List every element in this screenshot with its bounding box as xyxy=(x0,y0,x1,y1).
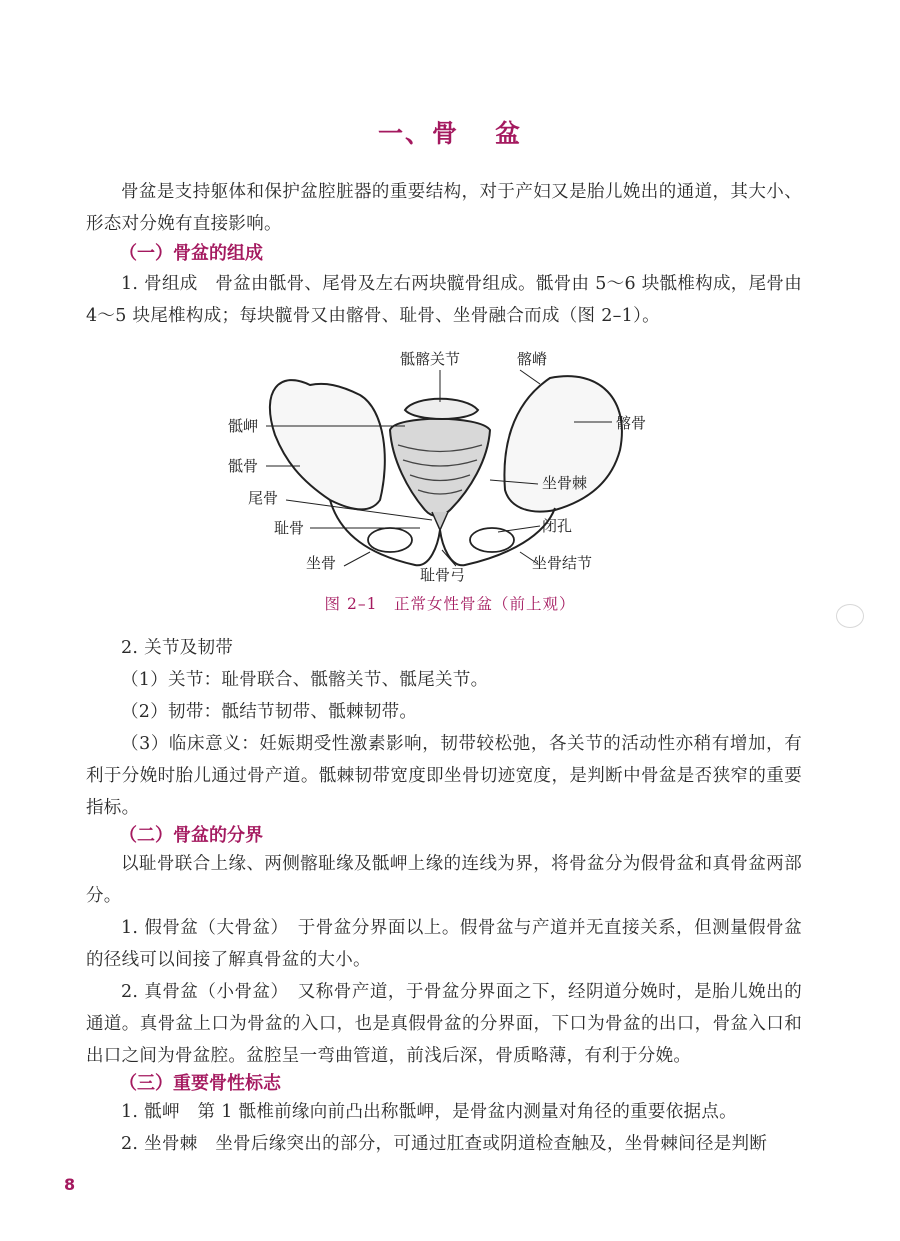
section-heading-composition: （一）骨盆的组成 xyxy=(119,243,263,264)
ischial-spine-paragraph: 2. 坐骨棘 坐骨后缘突出的部分，可通过肛查或阴道检查触及，坐骨棘间径是判断 xyxy=(121,1134,768,1154)
left-obturator-foramen xyxy=(368,528,412,552)
title-part2: 盆 xyxy=(495,119,523,148)
page-title xyxy=(0,114,900,150)
label-pubis: 耻骨 xyxy=(274,519,305,537)
pelvis-illustration xyxy=(220,340,660,585)
section-heading-landmarks: （三）重要骨性标志 xyxy=(119,1073,281,1094)
left-ilium-shape xyxy=(270,380,385,509)
bone-composition-paragraph: 1. 骨组成 骨盆由骶骨、尾骨及左右两块髋骨组成。骶骨由 5～6 块骶椎构成，尾骨由 4～5 块尾椎构成；每块髋骨又由髂骨、耻骨、坐骨融合而成（图 2–1）。 xyxy=(86,274,802,326)
figure-caption: 图 2–1 正常女性骨盆（前上观） xyxy=(324,595,576,613)
label-sacrum: 骶骨 xyxy=(228,457,259,475)
watermark-seal xyxy=(836,604,864,628)
clinical-significance-paragraph: （3）临床意义：妊娠期受性激素影响，韧带较松弛，各关节的活动性亦稍有增加，有利于分娩时胎儿通过骨产道。骶棘韧带宽度即坐骨切迹宽度，是判断中骨盆是否狭窄的重要指标。 xyxy=(86,734,802,818)
label-obturator-foramen: 闭孔 xyxy=(542,517,573,535)
true-pelvis-paragraph: 2. 真骨盆（小骨盆） 又称骨产道，于骨盆分界面之下，经阴道分娩时，是胎儿娩出的通道。真骨盆上口为骨盆的入口，也是真假骨盆的分界面，下口为骨盆的出口，骨盆入口和出口之间为骨盆腔。盆腔呈一弯曲管道，前浅后深，骨质略薄，有利于分娩。 xyxy=(86,982,802,1066)
right-obturator-foramen xyxy=(470,528,514,552)
joints-list-paragraph: （1）关节：耻骨联合、骶髂关节、骶尾关节。 xyxy=(121,670,489,690)
label-ischial-spine: 坐骨棘 xyxy=(542,474,588,492)
label-iliac-crest: 髂嵴 xyxy=(517,350,548,368)
label-coccyx: 尾骨 xyxy=(248,489,279,507)
section-heading-boundary: （二）骨盆的分界 xyxy=(119,825,263,846)
label-pubic-arch: 耻骨弓 xyxy=(420,566,466,584)
page-number: 8 xyxy=(64,1175,76,1194)
label-ischial-tuberosity: 坐骨结节 xyxy=(532,554,593,572)
label-ischium: 坐骨 xyxy=(306,554,337,572)
ligaments-paragraph: （2）韧带：骶结节韧带、骶棘韧带。 xyxy=(121,702,418,722)
promontory-paragraph: 1. 骶岬 第 1 骶椎前缘向前凸出称骶岬，是骨盆内测量对角径的重要依据点。 xyxy=(121,1102,737,1122)
label-sacroiliac-joint: 骶髂关节 xyxy=(400,350,461,368)
vertebra-shape xyxy=(405,399,478,419)
joints-heading-paragraph: 2. 关节及韧带 xyxy=(121,638,234,658)
coccyx-shape xyxy=(432,512,448,530)
boundary-paragraph: 以耻骨联合上缘、两侧髂耻缘及骶岬上缘的连线为界，将骨盆分为假骨盆和真骨盆两部分。 xyxy=(86,854,802,906)
sacrum-shape xyxy=(390,419,490,516)
intro-paragraph: 骨盆是支持躯体和保护盆腔脏器的重要结构，对于产妇又是胎儿娩出的通道，其大小、形态对分娩有直接影响。 xyxy=(86,182,802,234)
false-pelvis-paragraph: 1. 假骨盆（大骨盆） 于骨盆分界面以上。假骨盆与产道并无直接关系，但测量假骨盆的径线可以间接了解真骨盆的大小。 xyxy=(86,918,802,970)
label-sacral-promontory: 骶岬 xyxy=(228,417,259,435)
label-ilium: 髂骨 xyxy=(616,414,647,432)
title-part1: 一、骨 xyxy=(377,119,459,148)
